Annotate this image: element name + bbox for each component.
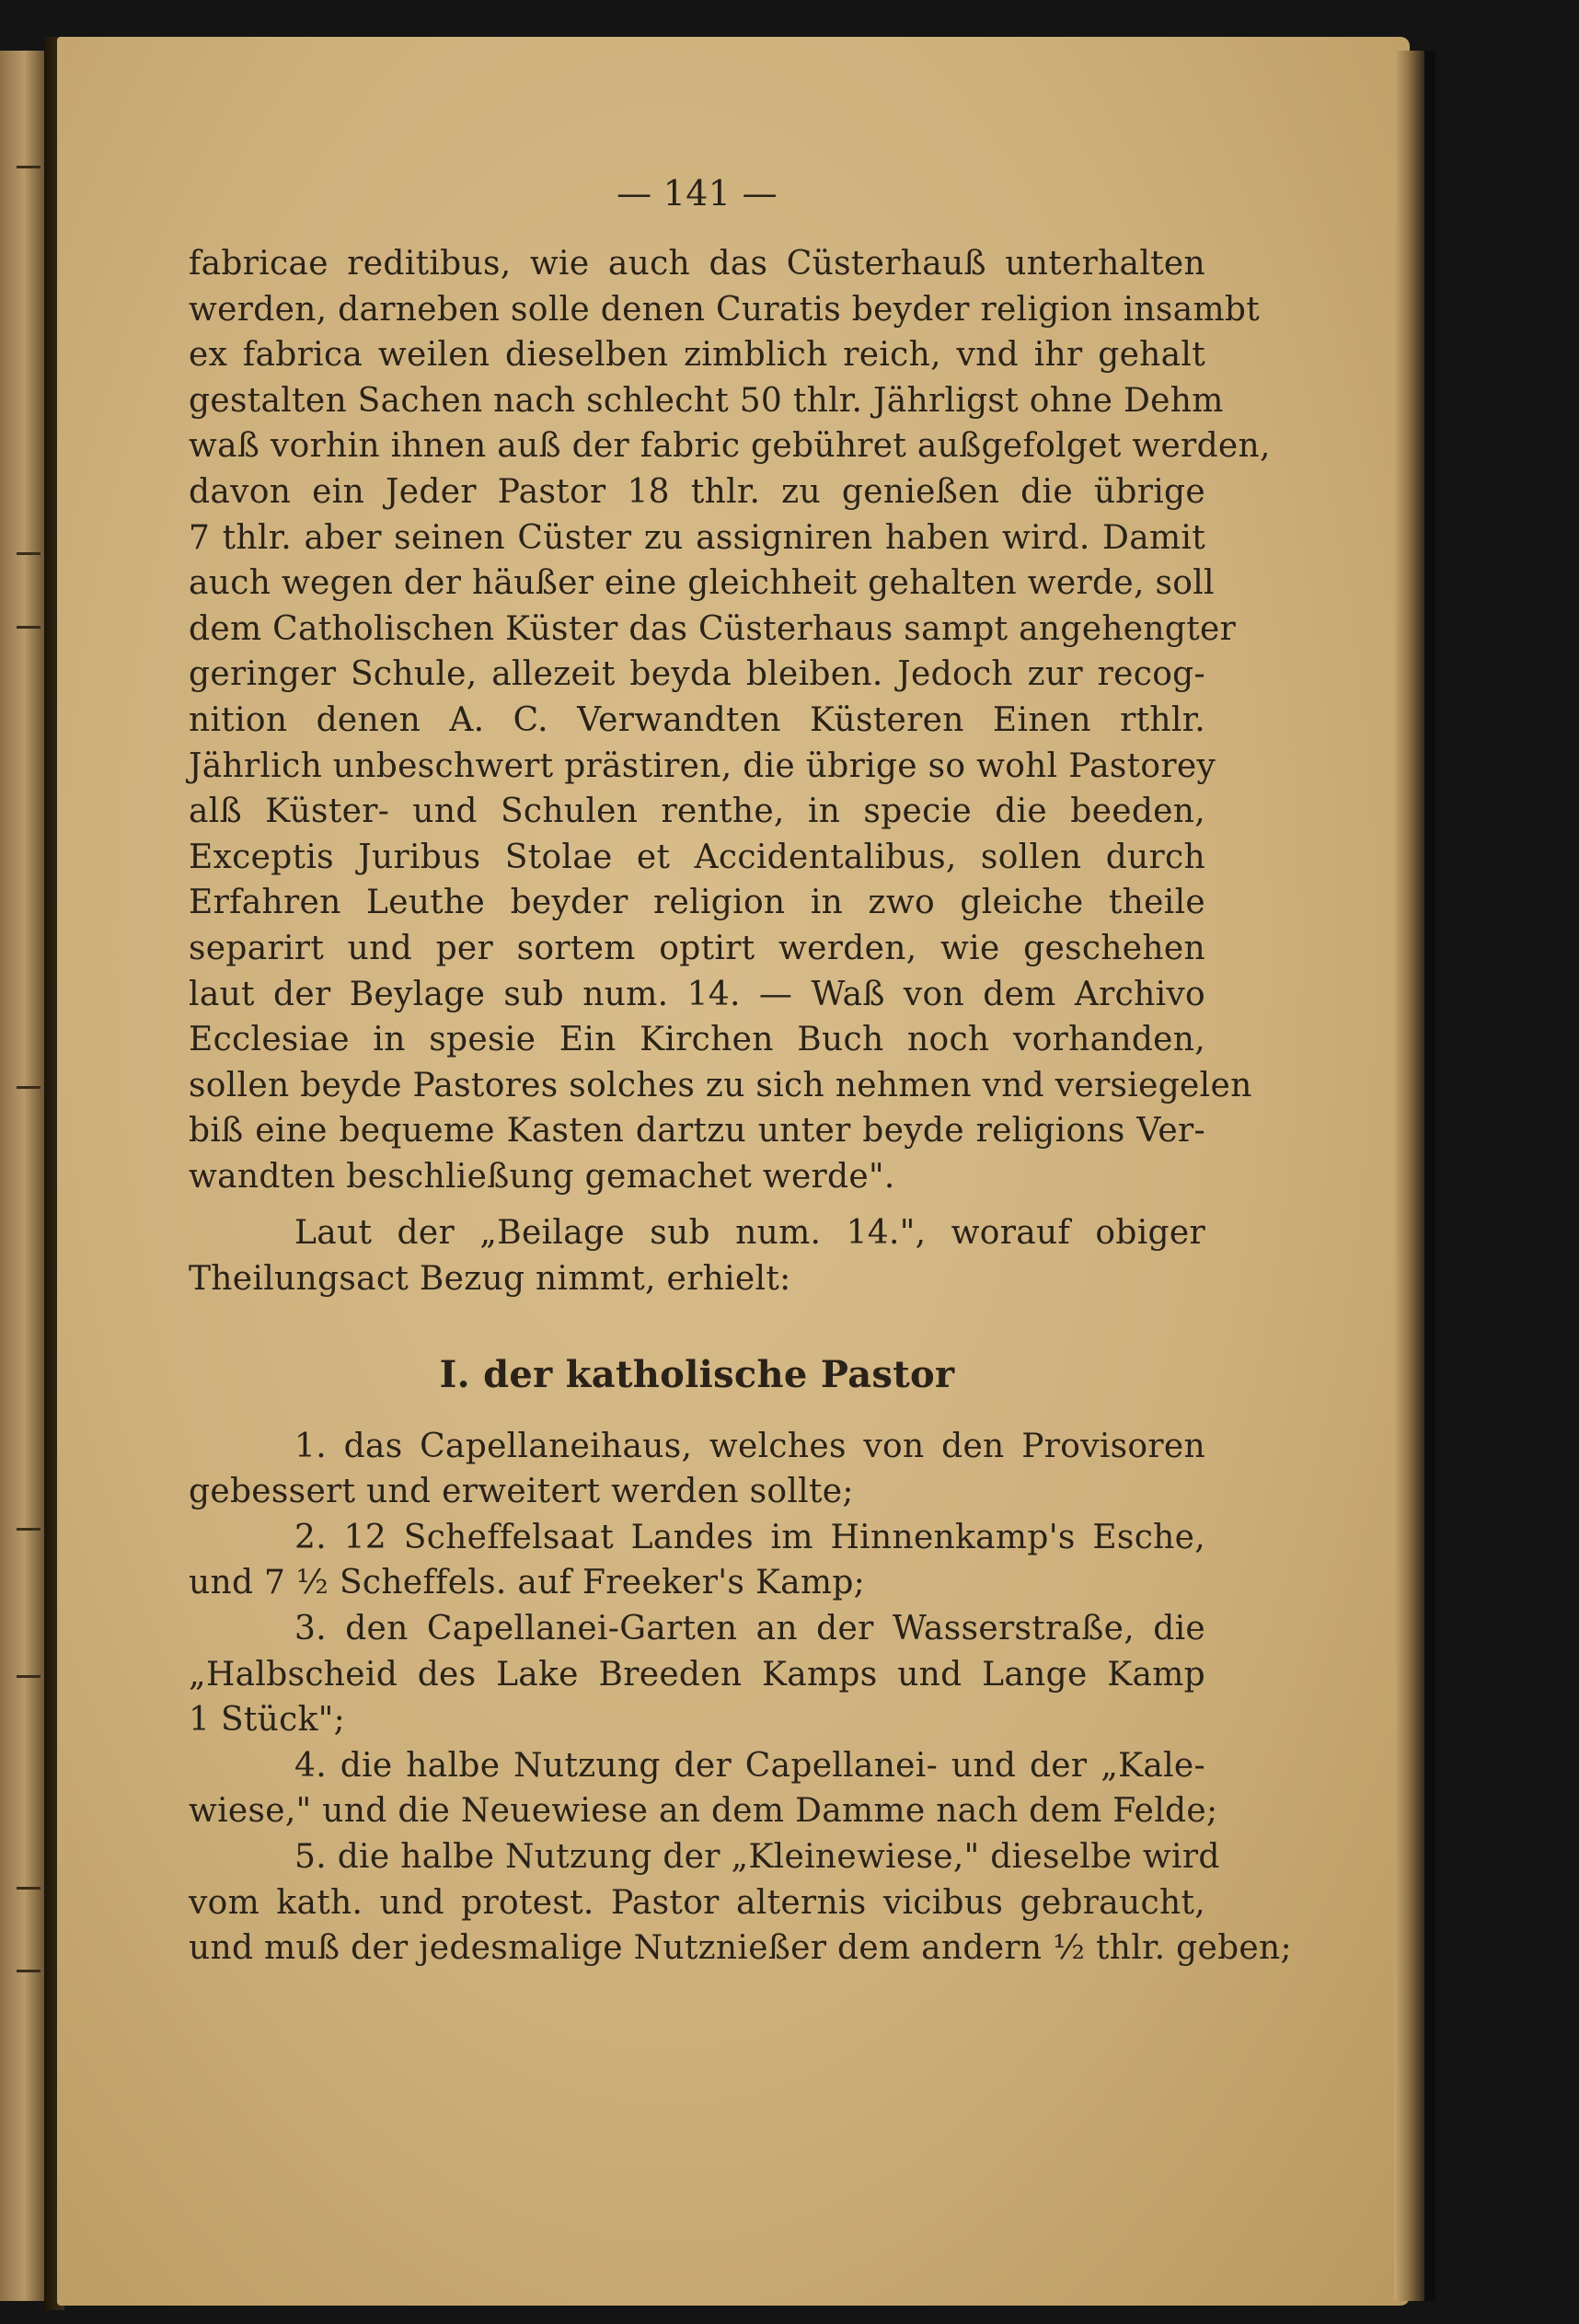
text-line: waß vorhin ihnen auß der fabric gebühret außgefolget werden,: [189, 427, 1271, 466]
text-line: davon ein Jeder Pastor 18 thlr. zu genießen die übrige: [189, 472, 1205, 511]
text-line: 5. die halbe Nutzung der „Kleinewiese," dieselbe wird: [294, 1838, 1220, 1876]
paragraph-2: [189, 1210, 1205, 1301]
text-line: gestalten Sachen nach schlecht 50 thlr. Jährligst ohne Dehm: [189, 381, 1224, 420]
text-line: und muß der jedesmalige Nutznießer dem andern ½ thlr. geben;: [189, 1929, 1292, 1968]
text-line: auch wegen der häußer eine gleichheit gehalten werde, soll: [189, 564, 1215, 603]
paragraph-1: [189, 241, 1271, 1199]
list-item: [189, 1515, 1205, 1606]
section-heading: I. der katholische Pastor: [439, 1352, 955, 1396]
text-line: fabricae reditibus, wie auch das Cüsterhauß unterhalten: [189, 245, 1205, 283]
list-item: [189, 1834, 1292, 1971]
text-line: vom kath. und protest. Pastor alternis vicibus gebraucht,: [189, 1883, 1205, 1922]
text-line: wiese," und die Neuewiese an dem Damme nach dem Felde;: [189, 1792, 1218, 1831]
text-line: werden, darneben solle denen Curatis beyder religion insambt: [189, 290, 1261, 329]
text-line: separirt und per sortem optirt werden, wie geschehen: [189, 929, 1205, 967]
page-content: [189, 166, 1292, 1971]
text-line: ex fabrica weilen dieselben zimblich reich, vnd ihr gehalt: [189, 336, 1205, 375]
text-line: 1. das Capellaneihaus, welches von den Provisoren: [294, 1427, 1205, 1465]
text-line: 4. die halbe Nutzung der Capellanei- und der „Kale-: [294, 1746, 1205, 1785]
list-item: [189, 1606, 1205, 1743]
text-line: dem Catholischen Küster das Cüsterhaus sampt angehengter: [189, 609, 1237, 648]
list-item: [189, 1424, 1205, 1515]
facing-page-marks: [17, 166, 44, 2099]
text-line: Jährlich unbeschwert prästiren, die übrige so wohl Pastorey: [189, 746, 1216, 785]
text-line: geringer Schule, allezeit beyda bleiben. Jedoch zur recog-: [189, 655, 1205, 694]
text-line: 2. 12 Scheffelsaat Landes im Hinnenkamp's Esche,: [294, 1518, 1205, 1556]
text-line: laut der Beylage sub num. 14. — Waß von dem Archivo: [189, 975, 1205, 1013]
list-item: [189, 1743, 1218, 1834]
text-line: 7 thlr. aber seinen Cüster zu assigniren haben wird. Damit: [189, 518, 1205, 557]
text-line: und 7 ½ Scheffels. auf Freeker's Kamp;: [189, 1564, 866, 1602]
book-cover-edge: [1424, 51, 1435, 2301]
text-line: wandten beschließung gemachet werde".: [189, 1157, 895, 1196]
text-line: Ecclesiae in spesie Ein Kirchen Buch noch vorhanden,: [189, 1021, 1205, 1059]
text-line: biß eine bequeme Kasten dartzu unter beyde religions Ver-: [189, 1112, 1205, 1150]
text-line: Exceptis Juribus Stolae et Accidentalibus, sollen durch: [189, 838, 1205, 876]
text-line: „Halbscheid des Lake Breeden Kamps und Lange Kamp: [189, 1655, 1205, 1694]
text-line: sollen beyde Pastores solches zu sich nehmen vnd versiegelen: [189, 1066, 1252, 1104]
text-line: Laut der „Beilage sub num. 14.", worauf obiger: [294, 1214, 1205, 1253]
text-line: nition denen A. C. Verwandten Küsteren Einen rthlr.: [189, 700, 1205, 739]
text-line: Erfahren Leuthe beyder religion in zwo gleiche theile: [189, 884, 1205, 922]
text-line: Theilungsact Bezug nimmt, erhielt:: [189, 1260, 791, 1299]
text-line: 1 Stück";: [189, 1701, 346, 1740]
text-line: 3. den Capellanei-Garten an der Wasserstraße, die: [294, 1610, 1205, 1648]
page-number: — 141 —: [617, 173, 778, 214]
text-line: gebessert und erweitert werden sollte;: [189, 1473, 854, 1511]
text-line: alß Küster- und Schulen renthe, in specie die beeden,: [189, 792, 1205, 831]
